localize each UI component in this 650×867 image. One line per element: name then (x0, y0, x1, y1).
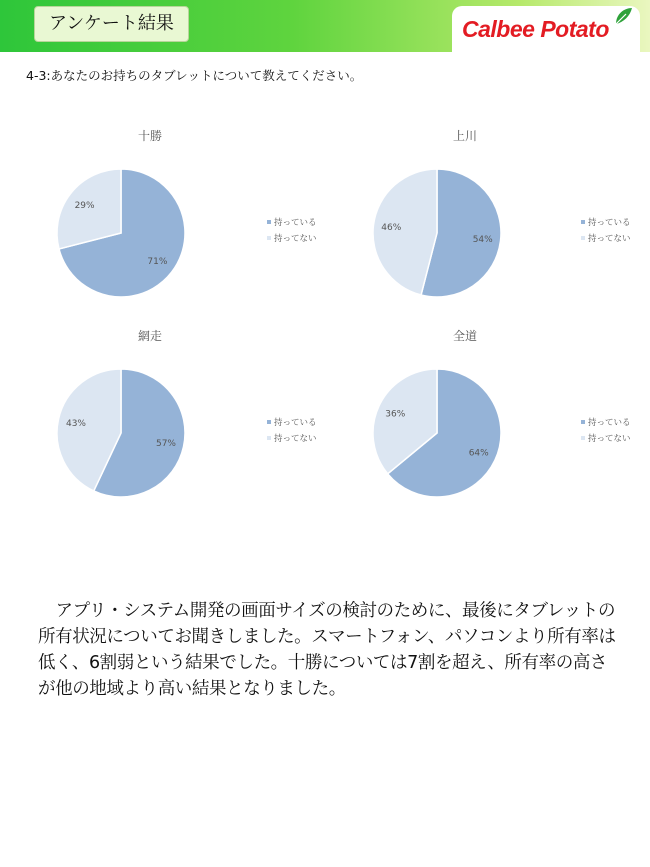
legend-label: 持ってない (274, 434, 317, 444)
pie-chart-3 (373, 328, 631, 497)
legend-swatch (267, 436, 271, 440)
legend-label: 持ってない (588, 434, 631, 444)
logo-text: Calbee Potato (462, 16, 609, 42)
legend-label: 持っている (588, 218, 631, 228)
legend-swatch (267, 236, 271, 240)
data-label: 29% (74, 200, 95, 211)
legend-swatch (267, 420, 271, 424)
legend-swatch (581, 436, 585, 440)
question-text: 4-3:あなたのお持ちのタブレットについて教えてください。 (26, 68, 363, 83)
legend-swatch (581, 420, 585, 424)
legend-swatch (581, 236, 585, 240)
pie-chart-2 (57, 328, 317, 497)
pie-chart-0 (57, 128, 317, 297)
legend-label: 持っている (588, 418, 631, 428)
data-label: 36% (385, 409, 406, 420)
pie-chart-1 (373, 128, 631, 297)
data-label: 71% (147, 257, 168, 268)
legend-label: 持っている (274, 418, 317, 428)
legend-label: 持ってない (274, 234, 317, 244)
data-label: 54% (472, 234, 493, 245)
data-label: 64% (468, 448, 489, 459)
data-label: 57% (155, 439, 177, 450)
legend-swatch (267, 220, 271, 224)
data-label: 43% (65, 418, 87, 429)
chart-title: 網走 (137, 329, 163, 343)
chart-title: 十勝 (137, 129, 163, 143)
legend-label: 持ってない (588, 234, 631, 244)
legend-swatch (581, 220, 585, 224)
chart-title: 上川 (452, 129, 478, 143)
summary-text: アプリ・システム開発の画面サイズの検討のために、最後にタブレットの所有状況についてお聞きしました。スマートフォン、パソコンより所有率は低く、6割弱という結果でした。十勝については7割を超え、所有率の高さが他の地域より高い結果となりました。 (38, 601, 616, 699)
page-title: アンケート結果 (34, 6, 189, 42)
chart-title: 全道 (452, 329, 478, 343)
data-label: 46% (381, 223, 402, 234)
legend-label: 持っている (274, 218, 317, 228)
